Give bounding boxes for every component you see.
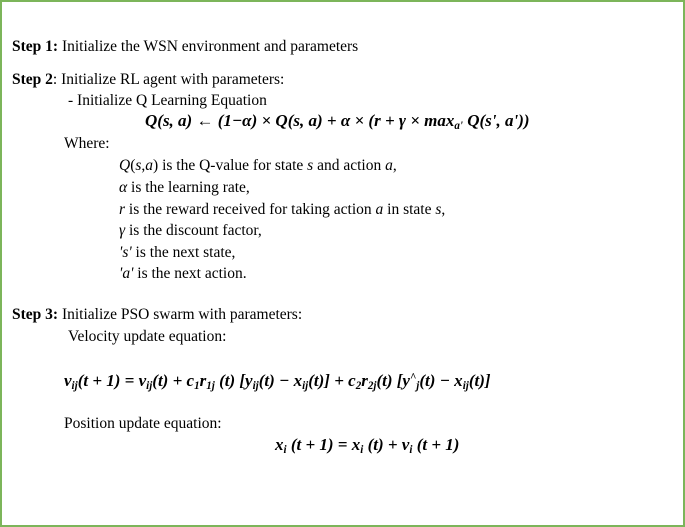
def-text: and action: [313, 157, 386, 174]
eq-part: (t) [y: [214, 371, 253, 390]
definition-alpha: [119, 179, 250, 197]
position-label: Position update equation:: [64, 415, 222, 432]
eq-sub: ij: [462, 379, 469, 392]
def-symbol: γ: [119, 222, 126, 239]
q-equation-main: Q(s, a) ← (1−α) × Q(s, a) + α × (r + γ × max: [145, 111, 455, 130]
q-equation-max-sub: a': [454, 119, 463, 132]
def-symbol: α: [119, 179, 128, 196]
def-symbol: s: [307, 157, 314, 174]
eq-sub: ij: [252, 379, 259, 392]
def-symbol: s: [135, 157, 142, 174]
eq-sub: 1j: [206, 379, 215, 392]
q-learning-equation: [145, 112, 530, 130]
def-symbol: r: [119, 201, 126, 218]
def-text: is the Q-value for state: [158, 157, 308, 174]
eq-sub: ij: [302, 379, 309, 392]
step-3-text: Initialize PSO swarm with parameters:: [58, 306, 303, 323]
eq-part: (t) − x: [258, 371, 303, 390]
def-symbol: a: [145, 157, 154, 174]
eq-part: (t + 1): [412, 435, 460, 454]
def-text: ,: [441, 201, 446, 218]
q-equation-tail: Q(s', a')): [462, 111, 530, 130]
eq-part: (t) + c: [152, 371, 195, 390]
step-2-label: Step 2: [12, 71, 53, 88]
definition-next-state: [119, 244, 235, 262]
velocity-equation: [64, 372, 491, 390]
step-2-text: : Initialize RL agent with parameters:: [52, 71, 285, 88]
eq-sub: ij: [71, 379, 78, 392]
def-paren: ): [153, 157, 159, 174]
step-2-sub-item: - Initialize Q Learning Equation: [68, 92, 267, 109]
definition-next-action: [119, 265, 247, 283]
eq-part: v: [64, 371, 72, 390]
def-symbol: 's': [119, 244, 132, 261]
position-equation: [275, 436, 459, 454]
def-symbol: a: [375, 201, 384, 218]
eq-part: (t) [y: [376, 371, 410, 390]
def-text: is the learning rate,: [127, 179, 250, 196]
def-symbol: s: [435, 201, 442, 218]
eq-part: x: [275, 435, 284, 454]
def-symbol: a: [385, 157, 393, 174]
def-text: ,: [392, 157, 397, 174]
step-2: [12, 71, 284, 89]
velocity-label: Velocity update equation:: [68, 328, 227, 345]
eq-part: (t) − x: [419, 371, 463, 390]
def-text: is the reward received for taking action: [125, 201, 376, 218]
step-3-label: Step 3:: [12, 306, 59, 323]
eq-sub: 2j: [367, 379, 377, 392]
eq-sup: ^: [409, 371, 417, 384]
eq-part: (t) + v: [363, 435, 410, 454]
step-1-label: Step 1:: [12, 38, 59, 55]
def-symbol: Q: [119, 157, 131, 174]
eq-sub: i: [360, 443, 364, 456]
def-text: is the next action.: [133, 265, 247, 282]
definition-q: [119, 157, 397, 175]
definition-r: [119, 201, 445, 219]
eq-part: r: [199, 371, 207, 390]
def-text: in state: [383, 201, 436, 218]
where-label: Where:: [64, 135, 110, 152]
eq-sub: i: [283, 443, 287, 456]
step-3: [12, 306, 302, 324]
eq-part: (t + 1) = x: [286, 435, 361, 454]
def-paren: (: [130, 157, 136, 174]
eq-part: (t + 1) = v: [77, 371, 147, 390]
def-text: is the discount factor,: [125, 222, 262, 239]
eq-part: r: [361, 371, 368, 390]
def-text: is the next state,: [131, 244, 236, 261]
eq-sub: i: [409, 443, 413, 456]
definition-gamma: [119, 222, 262, 240]
eq-sub: ij: [146, 379, 153, 392]
eq-sub: 1: [194, 379, 200, 392]
step-1-text: Initialize the WSN environment and parameters: [58, 38, 359, 55]
def-symbol: 'a': [119, 265, 134, 282]
step-1: [12, 38, 358, 56]
eq-sub: 2: [355, 379, 362, 392]
eq-sub: j: [416, 379, 420, 392]
eq-part: (t)] + c: [308, 371, 356, 390]
def-comma: ,: [141, 157, 146, 174]
eq-part: (t)]: [468, 371, 491, 390]
